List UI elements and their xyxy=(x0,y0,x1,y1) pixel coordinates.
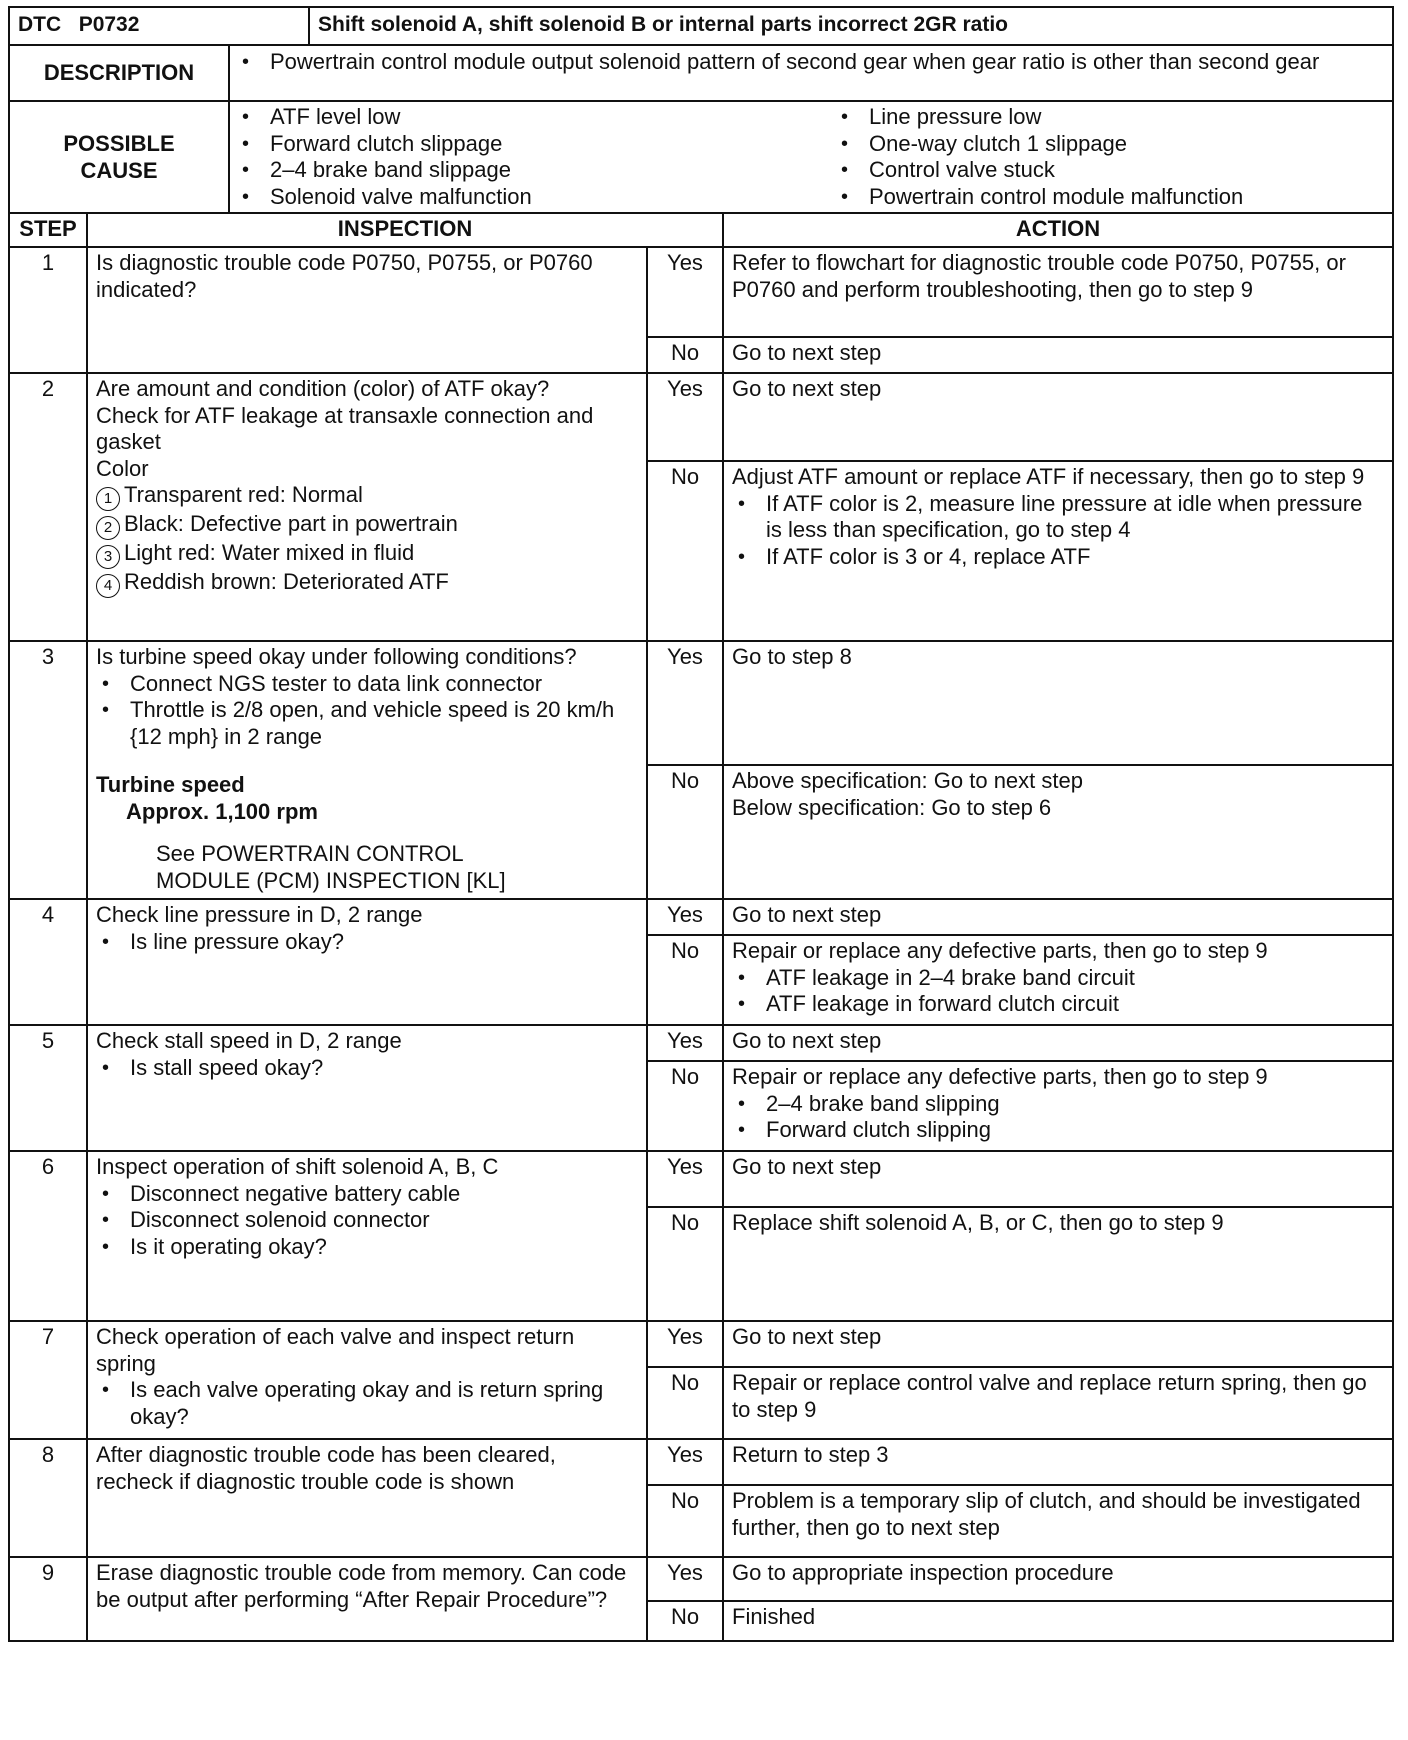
step-row-6-yes xyxy=(9,1151,1393,1207)
action-yes: Go to next step xyxy=(723,373,1393,461)
action-yes: Go to next step xyxy=(723,899,1393,935)
answer-no: No xyxy=(647,337,723,373)
inspection-bullet: • Is line pressure okay? xyxy=(96,929,638,956)
dtc-title: Shift solenoid A, shift solenoid B or internal parts incorrect 2GR ratio xyxy=(309,7,1393,45)
dtc-label: DTC xyxy=(18,13,62,36)
answer-yes: Yes xyxy=(647,1151,723,1207)
action-no: Repair or replace control valve and replace return spring, then go to step 9 xyxy=(723,1367,1393,1439)
answer-no: No xyxy=(647,765,723,899)
inspection-bullet: • Throttle is 2/8 open, and vehicle speed is 20 km/h {12 mph} in 2 range xyxy=(96,697,638,750)
inspection-bullet: • Is each valve operating okay and is return spring okay? xyxy=(96,1377,638,1430)
step-row-7-yes xyxy=(9,1321,1393,1367)
action-no: Finished xyxy=(723,1601,1393,1641)
column-header-action: ACTION xyxy=(723,213,1393,247)
answer-no: No xyxy=(647,461,723,641)
number-badge: 1 xyxy=(96,487,120,511)
column-header-step: STEP xyxy=(9,213,87,247)
description-text: • Powertrain control module output solenoid pattern of second gear when gear ratio is other than second gear xyxy=(236,49,1386,76)
answer-no: No xyxy=(647,1367,723,1439)
cause-item: • One-way clutch 1 slippage xyxy=(835,131,1386,158)
number-badge: 2 xyxy=(96,516,120,540)
step-number: 4 xyxy=(9,899,87,1025)
action-yes: Go to next step xyxy=(723,1151,1393,1207)
answer-yes: Yes xyxy=(647,247,723,337)
step-number: 1 xyxy=(9,247,87,373)
action-no: Adjust ATF amount or replace ATF if necessary, then go to step 9 • If ATF color is 2, measure line pressure at idle when pressure is less than specification, go to step 4 • If ATF color is 3 or 4, replace ATF xyxy=(723,461,1393,641)
inspection-bullet: • Is stall speed okay? xyxy=(96,1055,638,1082)
answer-yes: Yes xyxy=(647,373,723,461)
number-badge: 4 xyxy=(96,574,120,598)
cause-list-left xyxy=(236,104,823,210)
action-yes: Refer to flowchart for diagnostic trouble code P0750, P0755, or P0760 and perform troubleshooting, then go to step 9 xyxy=(723,247,1393,337)
action-yes: Return to step 3 xyxy=(723,1439,1393,1485)
step-row-1-yes xyxy=(9,247,1393,337)
number-badge: 3 xyxy=(96,545,120,569)
action-no: Repair or replace any defective parts, then go to step 9 • 2–4 brake band slipping • Forward clutch slipping xyxy=(723,1061,1393,1151)
step-row-4-yes xyxy=(9,899,1393,935)
column-header-inspection: INSPECTION xyxy=(87,213,723,247)
step-inspection: Is diagnostic trouble code P0750, P0755, or P0760 indicated? xyxy=(87,247,647,373)
step-row-9-yes xyxy=(9,1557,1393,1601)
color-item: 3 Light red: Water mixed in fluid xyxy=(96,540,638,569)
action-bullet: • 2–4 brake band slipping xyxy=(732,1091,1384,1118)
step-inspection: Is turbine speed okay under following conditions? • Connect NGS tester to data link connector • Throttle is 2/8 open, and vehicle speed is 20 km/h {12 mph} in 2 range Turbine speed Approx. 1,100 rpm See POWERTRAIN CONTROL MODULE (PCM) INSPECTION [KL] xyxy=(87,641,647,899)
dtc-code-cell xyxy=(9,7,309,45)
possible-cause-label xyxy=(9,101,229,213)
inspection-bullet: • Disconnect negative battery cable xyxy=(96,1181,638,1208)
action-bullet: • Forward clutch slipping xyxy=(732,1117,1384,1144)
answer-no: No xyxy=(647,1601,723,1641)
answer-no: No xyxy=(647,1207,723,1321)
action-no: Replace shift solenoid A, B, or C, then go to step 9 xyxy=(723,1207,1393,1321)
spec-value: Approx. 1,100 rpm xyxy=(126,798,318,824)
answer-yes: Yes xyxy=(647,1025,723,1061)
dtc-code: P0732 xyxy=(78,13,140,36)
action-no: Above specification: Go to next step Below specification: Go to step 6 xyxy=(723,765,1393,899)
action-yes: Go to appropriate inspection procedure xyxy=(723,1557,1393,1601)
cause-item: • Solenoid valve malfunction xyxy=(236,184,823,211)
cause-item: • Control valve stuck xyxy=(835,157,1386,184)
action-bullet: • If ATF color is 3 or 4, replace ATF xyxy=(732,544,1384,571)
action-yes: Go to next step xyxy=(723,1321,1393,1367)
action-bullet: • ATF leakage in forward clutch circuit xyxy=(732,991,1384,1018)
dtc-header-table xyxy=(8,6,1394,46)
answer-no: No xyxy=(647,935,723,1025)
step-row-5-yes xyxy=(9,1025,1393,1061)
answer-no: No xyxy=(647,1061,723,1151)
color-item: 1 Transparent red: Normal xyxy=(96,482,638,511)
description-table xyxy=(8,44,1394,102)
cause-item: • Forward clutch slippage xyxy=(236,131,823,158)
steps-table xyxy=(8,212,1394,1642)
inspection-bullet: • Disconnect solenoid connector xyxy=(96,1207,638,1234)
action-no: Go to next step xyxy=(723,337,1393,373)
answer-yes: Yes xyxy=(647,899,723,935)
action-bullet: • ATF leakage in 2–4 brake band circuit xyxy=(732,965,1384,992)
step-number: 5 xyxy=(9,1025,87,1151)
cause-item: • ATF level low xyxy=(236,104,823,131)
possible-cause-label-line1: POSSIBLE xyxy=(63,131,175,156)
step-row-2-yes xyxy=(9,373,1393,461)
action-yes: Go to next step xyxy=(723,1025,1393,1061)
step-number: 2 xyxy=(9,373,87,641)
cause-item: • Line pressure low xyxy=(835,104,1386,131)
inspection-bullet: • Is it operating okay? xyxy=(96,1234,638,1261)
step-inspection: Erase diagnostic trouble code from memory. Can code be output after performing “After Repair Procedure”? xyxy=(87,1557,647,1641)
color-label: Color xyxy=(96,455,149,481)
description-label: DESCRIPTION xyxy=(9,45,229,101)
cause-list-right xyxy=(835,104,1386,210)
step-inspection: Inspect operation of shift solenoid A, B, C • Disconnect negative battery cable • Disconnect solenoid connector • Is it operating okay? xyxy=(87,1151,647,1321)
possible-cause-table xyxy=(8,100,1394,214)
step-number: 8 xyxy=(9,1439,87,1557)
see-reference[interactable]: See POWERTRAIN CONTROL MODULE (PCM) INSPECTION [KL] xyxy=(156,841,506,893)
inspection-line: Check for ATF leakage at transaxle connection and gasket xyxy=(96,402,594,454)
step-number: 9 xyxy=(9,1557,87,1641)
action-bullet: • If ATF color is 2, measure line pressure at idle when pressure is less than specification, go to step 4 xyxy=(732,491,1384,544)
answer-no: No xyxy=(647,1485,723,1557)
answer-yes: Yes xyxy=(647,1439,723,1485)
step-inspection: Check stall speed in D, 2 range • Is stall speed okay? xyxy=(87,1025,647,1151)
step-inspection: Check operation of each valve and inspect return spring • Is each valve operating okay and is return spring okay? xyxy=(87,1321,647,1439)
possible-cause-label-line2: CAUSE xyxy=(80,158,158,183)
step-inspection: Check line pressure in D, 2 range • Is line pressure okay? xyxy=(87,899,647,1025)
answer-yes: Yes xyxy=(647,1321,723,1367)
step-inspection: After diagnostic trouble code has been cleared, recheck if diagnostic trouble code is shown xyxy=(87,1439,647,1557)
step-number: 7 xyxy=(9,1321,87,1439)
step-inspection xyxy=(87,373,647,641)
color-item: 4 Reddish brown: Deteriorated ATF xyxy=(96,569,638,598)
step-number: 3 xyxy=(9,641,87,899)
action-no: Repair or replace any defective parts, then go to step 9 • ATF leakage in 2–4 brake band circuit • ATF leakage in forward clutch circuit xyxy=(723,935,1393,1025)
step-row-3-yes xyxy=(9,641,1393,765)
answer-yes: Yes xyxy=(647,641,723,765)
step-row-8-yes xyxy=(9,1439,1393,1485)
dtc-page xyxy=(8,6,1404,1642)
color-item: 2 Black: Defective part in powertrain xyxy=(96,511,638,540)
action-no: Problem is a temporary slip of clutch, and should be investigated further, then go to next step xyxy=(723,1485,1393,1557)
inspection-bullet: • Connect NGS tester to data link connector xyxy=(96,671,638,698)
cause-item: • Powertrain control module malfunction xyxy=(835,184,1386,211)
inspection-line: Are amount and condition (color) of ATF okay? xyxy=(96,376,550,401)
spec-label: Turbine speed xyxy=(96,772,245,797)
answer-yes: Yes xyxy=(647,1557,723,1601)
action-yes: Go to step 8 xyxy=(723,641,1393,765)
step-number: 6 xyxy=(9,1151,87,1321)
cause-item: • 2–4 brake band slippage xyxy=(236,157,823,184)
